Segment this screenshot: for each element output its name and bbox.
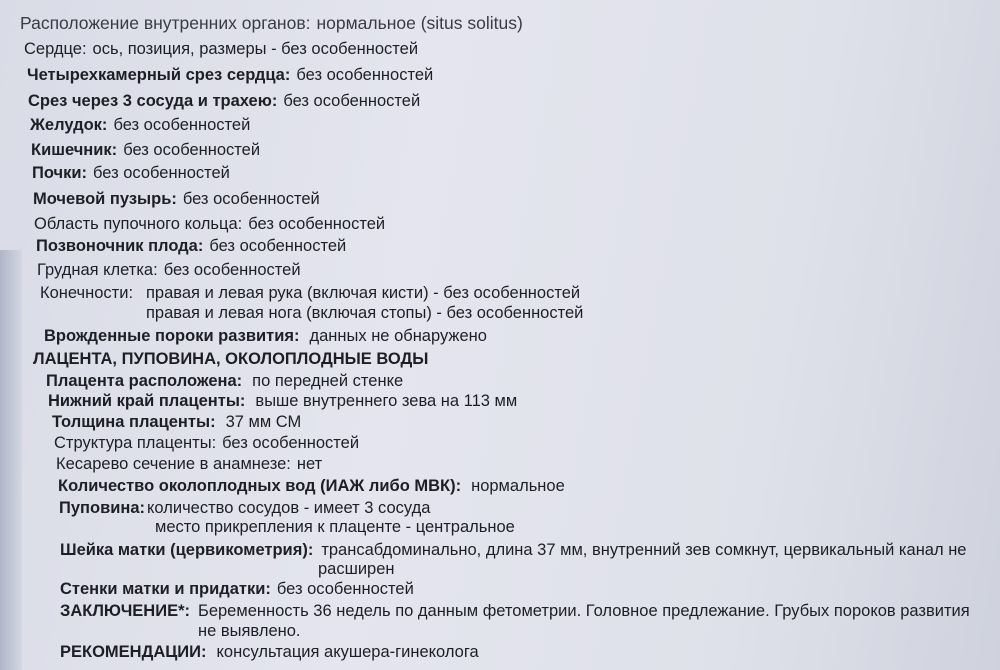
- value: консультация акушера-гинеколога: [216, 643, 479, 661]
- line-placenta-thickness: [52, 413, 301, 432]
- value: без особенностей: [113, 116, 251, 134]
- line-cervix-cont: [318, 560, 395, 579]
- label: Структура плаценты:: [54, 434, 217, 452]
- line-placenta-lower-edge: [48, 392, 517, 411]
- value: правая и левая нога (включая стопы) - без особенностей: [146, 304, 584, 322]
- label: Грудная клетка:: [37, 261, 158, 279]
- label: Кишечник:: [31, 141, 118, 159]
- label: Мочевой пузырь:: [33, 190, 177, 208]
- line-chest: [37, 261, 301, 280]
- line-umbilical-cord: [59, 499, 430, 518]
- section-heading-placenta: [33, 350, 428, 369]
- label: Шейка матки (цервикометрия):: [60, 541, 314, 559]
- label: Желудок:: [30, 116, 108, 134]
- value: количество сосудов - имеет 3 сосуда: [147, 499, 431, 517]
- value: место прикрепления к плаценте - центральное: [155, 518, 515, 536]
- line-three-vessel: [28, 92, 420, 111]
- line-bladder: [33, 190, 320, 209]
- label: Сердце:: [24, 40, 87, 58]
- line-placenta-location: [46, 372, 403, 391]
- label: Врожденные пороки развития:: [44, 327, 300, 345]
- value: нормальное: [471, 477, 565, 495]
- label: Нижний край плаценты:: [48, 392, 246, 410]
- line-organs-position: [20, 14, 523, 33]
- label: Толщина плаценты:: [52, 413, 216, 431]
- value: расширен: [318, 560, 395, 578]
- value: данных не обнаружено: [309, 327, 487, 345]
- value: без особенностей: [276, 580, 414, 598]
- value: без особенностей: [93, 164, 230, 182]
- value: выше внутреннего зева на 113 мм: [255, 392, 518, 410]
- value: без особенностей: [163, 261, 301, 279]
- label: ЗАКЛЮЧЕНИЕ*:: [60, 602, 190, 620]
- value: трансабдоминально, длина 37 мм, внутренний зев сомкнут, цервикальный канал не: [321, 541, 967, 559]
- value: без особенностей: [296, 66, 434, 84]
- label: Плацента расположена:: [46, 372, 243, 390]
- line-limbs: [40, 284, 580, 303]
- value: без особенностей: [123, 141, 261, 159]
- line-cord-attachment: [155, 518, 515, 537]
- label: Кесарево сечение в анамнезе:: [56, 455, 291, 473]
- line-recommendations: [60, 643, 479, 662]
- value: без особенностей: [283, 92, 421, 110]
- line-cervix: [60, 541, 966, 560]
- line-cesarean-history: [56, 455, 322, 474]
- line-malformations: [44, 327, 487, 346]
- value: нет: [296, 455, 323, 473]
- label: Пуповина:: [59, 499, 146, 517]
- value: без особенностей: [209, 237, 347, 255]
- label: Область пупочного кольца:: [34, 215, 243, 233]
- value: нормальное (situs solitus): [316, 13, 523, 33]
- value: без особенностей: [248, 215, 386, 233]
- label: ЛАЦЕНТА, ПУПОВИНА, ОКОЛОПЛОДНЫЕ ВОДЫ: [33, 350, 429, 368]
- line-limbs-legs: [146, 304, 583, 323]
- value: ось, позиция, размеры - без особенностей: [92, 40, 419, 58]
- label: РЕКОМЕНДАЦИИ:: [60, 643, 207, 661]
- line-uterus-walls: [60, 580, 414, 599]
- value: по передней стенке: [252, 372, 404, 390]
- line-conclusion-cont: [198, 622, 301, 641]
- line-placenta-structure: [54, 434, 359, 453]
- label: Срез через 3 сосуда и трахею:: [28, 92, 278, 110]
- label: Позвоночник плода:: [36, 237, 204, 255]
- value: без особенностей: [182, 190, 320, 208]
- line-amniotic-fluid: [58, 477, 565, 496]
- line-four-chamber: [27, 66, 433, 85]
- line-kidneys: [32, 164, 230, 183]
- line-conclusion: [60, 602, 970, 621]
- label: Количество околоплодных вод (ИАЖ либо МВК):: [58, 477, 462, 495]
- line-stomach: [30, 116, 250, 135]
- label: Четырехкамерный срез сердца:: [27, 66, 291, 84]
- label: Конечности:: [40, 284, 134, 302]
- value: правая и левая рука (включая кисти) - без особенностей: [146, 284, 581, 302]
- label: Расположение внутренних органов:: [20, 13, 311, 33]
- paper-edge-shadow: [0, 250, 22, 670]
- label: Стенки матки и придатки:: [60, 580, 271, 598]
- value: без особенностей: [222, 434, 360, 452]
- line-heart: [24, 40, 418, 59]
- line-umbilical-ring: [34, 215, 385, 234]
- value: Беременность 36 недель по данным фетометрии. Головное предлежание. Грубых пороков развития: [198, 602, 970, 620]
- line-spine: [36, 237, 346, 256]
- value: не выявлено.: [198, 622, 301, 640]
- label: Почки:: [32, 164, 88, 182]
- line-intestine: [31, 141, 260, 160]
- value: 37 мм СМ: [225, 413, 302, 431]
